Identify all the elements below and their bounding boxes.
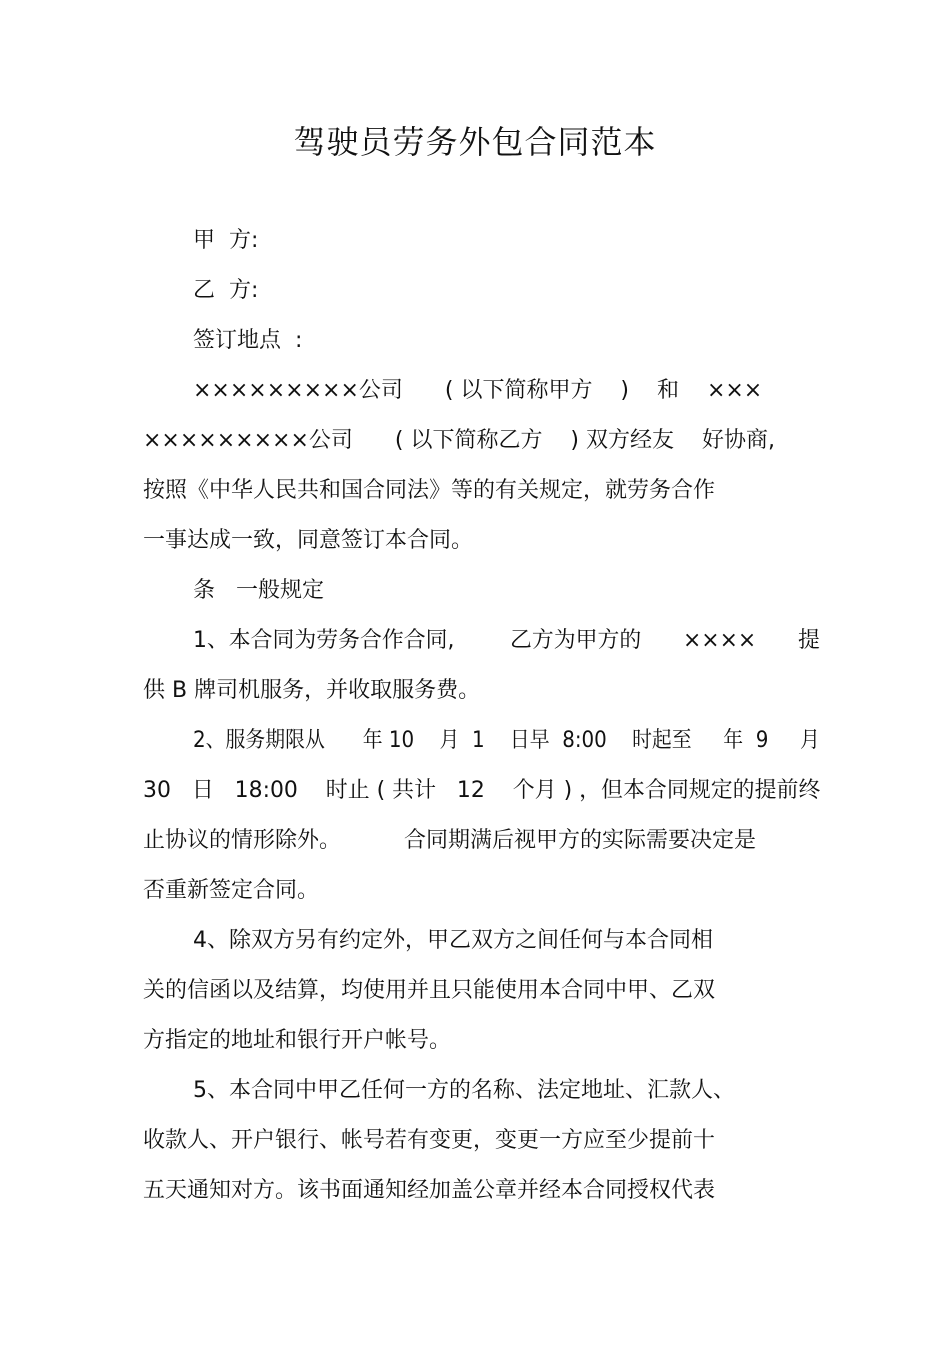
signing-place-line: 签订地点 : xyxy=(193,328,303,353)
clause-1-line: 供 B 牌司机服务，并收取服务费。 xyxy=(143,678,481,703)
clause-2-line: 止协议的情形除外。 合同期满后视甲方的实际需要决定是 xyxy=(143,828,756,853)
clause-2-line: 2、服务期限从 年 10 月 1 日早 8:00 时起至 年 9 月 xyxy=(193,728,820,753)
clause-4-line: 4、除双方另有约定外，甲乙双方之间任何与本合同相 xyxy=(193,928,713,953)
clause-2-line: 否重新签定合同。 xyxy=(143,878,320,903)
preamble-line: 按照《中华人民共和国合同法》等的有关规定，就劳务合作 xyxy=(143,478,716,503)
clause-4-line: 关的信函以及结算，均使用并且只能使用本合同中甲、乙双 xyxy=(143,978,716,1003)
preamble-line: ×××××××××公司 ( 以下简称甲方 ) 和 ××× xyxy=(193,378,763,403)
preamble-line: ×××××××××公司 ( 以下简称乙方 ) 双方经友 好协商, xyxy=(143,428,775,453)
preamble-line: 一事达成一致，同意签订本合同。 xyxy=(143,528,474,553)
document-title: 驾驶员劳务外包合同范本 xyxy=(293,123,657,161)
clause-1-line: 1、本合同为劳务合作合同, 乙方为甲方的 ×××× 提 xyxy=(193,628,820,653)
section-heading: 条 一般规定 xyxy=(193,578,324,603)
clause-4-line: 方指定的地址和银行开户帐号。 xyxy=(143,1028,452,1053)
party-a-line: 甲 方: xyxy=(193,228,259,253)
clause-2-line: 30 日 18:00 时止 ( 共计 12 个月 ) ，但本合同规定的提前终 xyxy=(143,778,821,803)
clause-5-line: 五天通知对方。该书面通知经加盖公章并经本合同授权代表 xyxy=(143,1178,716,1203)
clause-5-line: 收款人、开户银行、帐号若有变更，变更一方应至少提前十 xyxy=(143,1128,716,1153)
clause-5-line: 5、本合同中甲乙任何一方的名称、法定地址、汇款人、 xyxy=(193,1078,735,1103)
party-b-line: 乙 方: xyxy=(193,278,259,303)
